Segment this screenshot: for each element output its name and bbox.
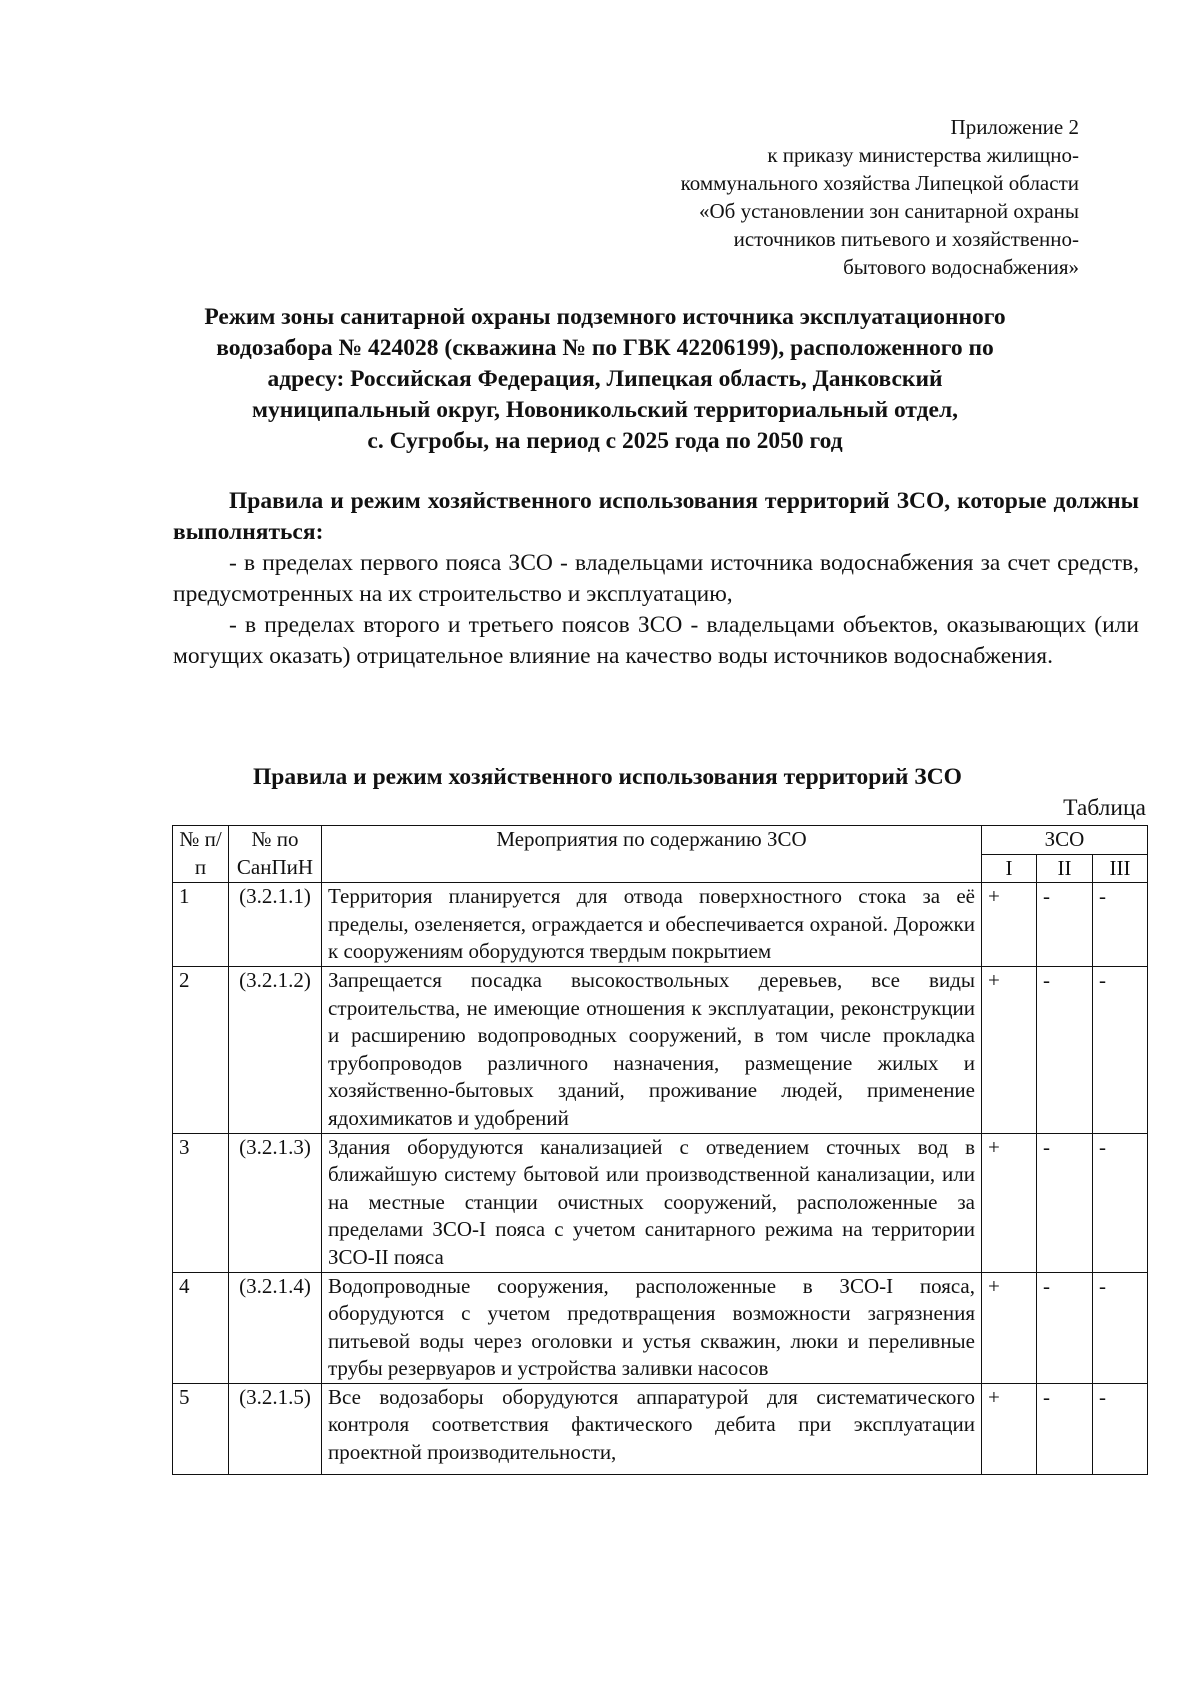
row-zone-1-mark: + <box>982 883 1037 967</box>
row-zone-3-mark: - <box>1093 1383 1148 1474</box>
regime-table <box>172 825 1148 1475</box>
row-sanpin-ref: (3.2.1.3) <box>229 1133 322 1272</box>
row-zone-3-mark: - <box>1093 883 1148 967</box>
row-measure-text: Водопроводные сооружения, расположенные в ЗСО-I пояса, оборудуются с учетом предотвращения возможности загрязнения питьевой воды через оголовки и устья скважин, люки и переливные трубы резервуаров и устройства заливки насосов <box>322 1272 982 1383</box>
appendix-line: к приказу министерства жилищно- <box>767 143 1079 167</box>
table-row <box>173 1133 1148 1272</box>
row-measure-text: Здания оборудуются канализацией с отведением сточных вод в ближайшую систему бытовой или производственной канализации, или на местные станции очистных сооружений, расположенные за пределами ЗСО-I пояса с учетом санитарного режима на территории ЗСО-II пояса <box>322 1133 982 1272</box>
row-zone-3-mark: - <box>1093 966 1148 1133</box>
row-zone-1-mark: + <box>982 1133 1037 1272</box>
table-title: Правила и режим хозяйственного использования территорий ЗСО <box>253 764 962 790</box>
header-num: № п/п <box>173 826 229 883</box>
row-zone-1-mark: + <box>982 1272 1037 1383</box>
header-sanpin-ref: № по СанПиН <box>229 826 322 883</box>
table-row <box>173 883 1148 967</box>
appendix-header <box>519 113 1079 281</box>
row-zone-2-mark: - <box>1037 1272 1093 1383</box>
table-row <box>173 1383 1148 1474</box>
appendix-line: коммунального хозяйства Липецкой области <box>680 171 1079 195</box>
table-row <box>173 966 1148 1133</box>
row-zone-2-mark: - <box>1037 883 1093 967</box>
row-measure-text: Все водозаборы оборудуются аппаратурой для систематического контроля соответствия фактического дебита при эксплуатации проектной производительности, <box>322 1383 982 1474</box>
title-line: водозабора № 424028 (скважина № по ГВК 42206199), расположенного по <box>216 335 994 361</box>
header-zone-1: I <box>982 854 1037 883</box>
row-num: 3 <box>173 1133 229 1272</box>
row-zone-2-mark: - <box>1037 966 1093 1133</box>
row-num: 1 <box>173 883 229 967</box>
table-header-row <box>173 826 1148 855</box>
header-zone-2: II <box>1037 854 1093 883</box>
row-num: 4 <box>173 1272 229 1383</box>
row-num: 5 <box>173 1383 229 1474</box>
row-sanpin-ref: (3.2.1.4) <box>229 1272 322 1383</box>
document-title <box>155 302 1055 457</box>
row-sanpin-ref: (3.2.1.1) <box>229 883 322 967</box>
title-line: муниципальный округ, Новоникольский территориальный отдел, <box>251 397 959 423</box>
rules-section <box>173 486 1139 672</box>
row-measure-text: Территория планируется для отвода поверхностного стока за её пределы, озеленяется, ограждается и обеспечивается охраной. Дорожки к сооружениям оборудуются твердым покрытием <box>322 883 982 967</box>
appendix-line: «Об установлении зон санитарной охраны <box>699 199 1079 223</box>
row-sanpin-ref: (3.2.1.2) <box>229 966 322 1133</box>
row-zone-1-mark: + <box>982 966 1037 1133</box>
row-zone-2-mark: - <box>1037 1383 1093 1474</box>
rules-item-second-third-zone: - в пределах второго и третьего поясов ЗСО - владельцами объектов, оказывающих (или могущих оказать) отрицательное влияние на качество воды источников водоснабжения. <box>173 612 1139 669</box>
row-zone-3-mark: - <box>1093 1272 1148 1383</box>
appendix-line: бытового водоснабжения» <box>843 255 1079 279</box>
header-zone-3: III <box>1093 854 1148 883</box>
title-line: адресу: Российская Федерация, Липецкая область, Данковский <box>267 366 943 392</box>
row-zone-2-mark: - <box>1037 1133 1093 1272</box>
header-measures: Мероприятия по содержанию ЗСО <box>322 826 982 883</box>
row-zone-3-mark: - <box>1093 1133 1148 1272</box>
appendix-line: Приложение 2 <box>950 115 1079 139</box>
appendix-line: источников питьевого и хозяйственно- <box>733 227 1079 251</box>
row-measure-text: Запрещается посадка высокоствольных деревьев, все виды строительства, не имеющие отношения к эксплуатации, реконструкции и расширению водопроводных сооружений, в том числе прокладка трубопроводов различного назначения, размещение жилых и хозяйственно-бытовых зданий, проживание людей, применение ядохимикатов и удобрений <box>322 966 982 1133</box>
table-label: Таблица <box>1063 795 1146 821</box>
rules-heading: Правила и режим хозяйственного использования территорий ЗСО, которые должны выполняться: <box>173 488 1139 545</box>
rules-item-first-zone: - в пределах первого пояса ЗСО - владельцами источника водоснабжения за счет средств, предусмотренных на их строительство и эксплуатацию, <box>173 550 1139 607</box>
row-sanpin-ref: (3.2.1.5) <box>229 1383 322 1474</box>
title-line: с. Сугробы, на период с 2025 года по 2050 год <box>367 428 843 454</box>
title-line: Режим зоны санитарной охраны подземного источника эксплуатационного <box>204 304 1006 330</box>
row-zone-1-mark: + <box>982 1383 1037 1474</box>
header-zso: ЗСО <box>982 826 1148 855</box>
row-num: 2 <box>173 966 229 1133</box>
table-row <box>173 1272 1148 1383</box>
